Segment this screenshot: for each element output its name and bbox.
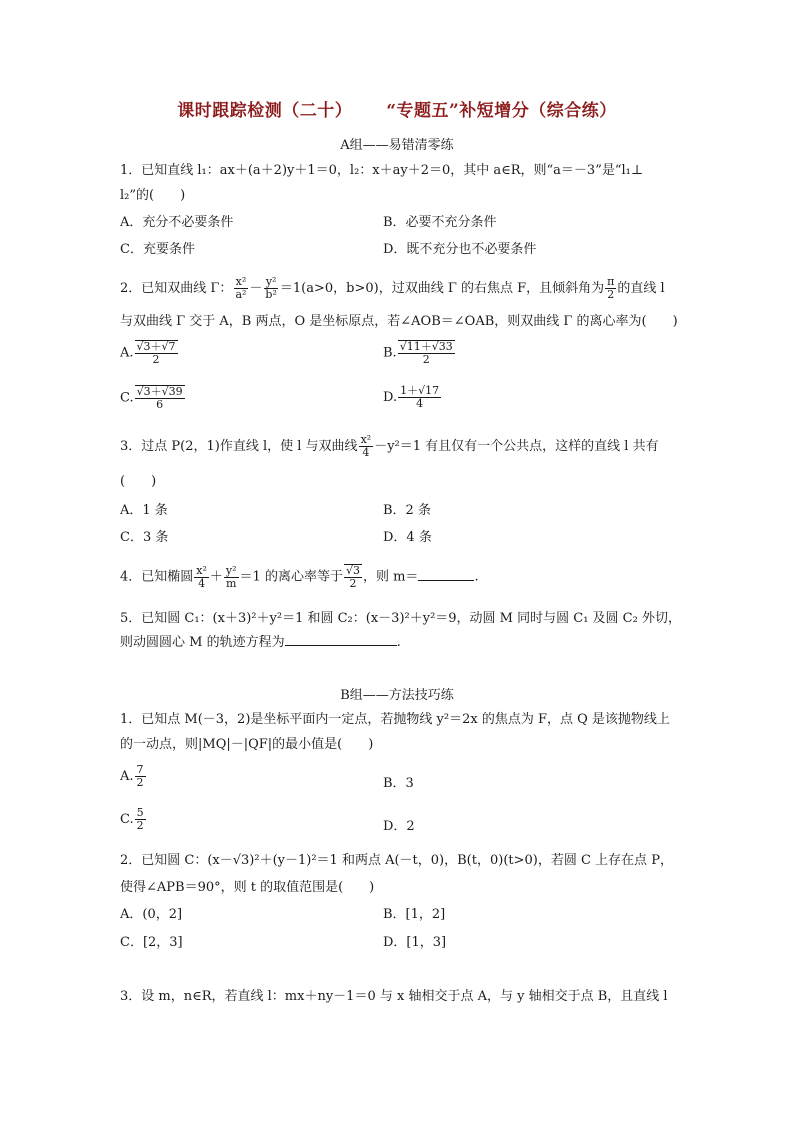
a-q3-line2: ( ) <box>120 474 157 489</box>
a-q1-option-a: A．充分不必要条件 <box>120 215 234 230</box>
a-q1-option-d: D．既不充分也不必要条件 <box>383 242 537 257</box>
a-q4-line: 4．已知椭圆 $\frac{\text{x²}}{4}$ ＋ $\frac{\text{y²}}{m}$ ＝1 的离心率等于 $\frac{√3}{2}$ ，则 m＝ . <box>120 563 479 590</box>
a-q3-option-d: D．4 条 <box>383 530 432 545</box>
fraction-x2-a2: $\frac{\text{x²}}{\text{a²}}$ <box>235 275 247 301</box>
section-b-heading: B组——方法技巧练 <box>340 688 454 703</box>
b-q2-option-d: D．[1，3] <box>383 935 447 950</box>
a-q2-option-c: C. $\frac{√3+√39}{6}$ <box>120 385 183 411</box>
a-q1-line1: 1．已知直线 l₁：ax＋(a＋2)y＋1＝0，l₂：x＋ay＋2＝0，其中 a∈R，则“a＝－3”是“l₁⊥ <box>120 163 644 178</box>
answer-blank[interactable] <box>418 568 474 581</box>
b-q1-line2: 的一动点，则|MQ|－|QF|的最小值是( ) <box>120 737 374 752</box>
b-q1-option-b: B．3 <box>383 776 414 791</box>
fraction-pi-2: $\frac{\pi}{2}$ <box>607 275 615 301</box>
b-q2-option-a: A．(0，2] <box>120 907 183 922</box>
a-q2-option-a: A. $\frac{√3+√7}{2}$ <box>120 340 176 366</box>
answer-blank[interactable] <box>285 633 397 646</box>
a-q3-option-b: B．2 条 <box>383 503 431 518</box>
b-q1-option-c: C. $\frac{5}{2}$ <box>120 806 144 832</box>
a-q2-line2: 与双曲线 Γ 交于 A，B 两点，O 是坐标原点，若∠AOB＝∠OAB，则双曲线 Γ 的离心率为( ) <box>120 314 678 329</box>
a-q5-line2: 则动圆圆心 M 的轨迹方程为 . <box>120 635 401 650</box>
b-q1-option-d: D．2 <box>383 819 415 834</box>
a-q3-option-a: A．1 条 <box>120 503 168 518</box>
b-q1-line1: 1．已知点 M(－3，2)是坐标平面内一定点，若抛物线 y²＝2x 的焦点为 F，点 Q 是该抛物线上 <box>120 712 670 727</box>
a-q3-option-c: C．3 条 <box>120 530 169 545</box>
a-q5-line1: 5．已知圆 C₁：(x＋3)²＋y²＝1 和圆 C₂：(x－3)²＋y²＝9，动圆 M 同时与圆 C₁ 及圆 C₂ 外切， <box>120 611 681 626</box>
b-q1-option-a: A. $\frac{7}{2}$ <box>120 763 144 789</box>
title-left: 课时跟踪检测（二十） <box>177 101 353 121</box>
a-q1-option-b: B．必要不充分条件 <box>383 215 497 230</box>
title-right: “专题五”补短增分（综合练） <box>386 101 617 121</box>
a-q3-line1: 3．过点 P(2，1)作直线 l，使 l 与双曲线 $\frac{\text{x²}}{4}$ －y²＝1 有且仅有一个公共点，这样的直线 l 共有 <box>120 433 659 459</box>
fraction-y2-b2: $\frac{\text{y²}}{\text{b²}}$ <box>265 275 277 301</box>
b-q2-option-b: B．[1，2] <box>383 907 446 922</box>
a-q2-option-b: B. $\frac{√11+√33}{2}$ <box>383 340 453 366</box>
a-q1-option-c: C．充要条件 <box>120 242 195 257</box>
page-title <box>0 96 794 121</box>
b-q2-line2: 使得∠APB＝90°，则 t 的取值范围是( ) <box>120 880 375 895</box>
a-q2-option-d: D. $\frac{1+√17}{4}$ <box>383 384 440 410</box>
b-q2-option-c: C．[2，3] <box>120 935 183 950</box>
b-q2-line1: 2．已知圆 C：(x－√3)²＋(y－1)²＝1 和两点 A(－t，0)，B(t，0)(t>0)，若圆 C 上存在点 P， <box>120 853 673 868</box>
section-a-heading: A组——易错清零练 <box>340 138 454 153</box>
a-q1-line2: l₂”的( ) <box>120 188 186 203</box>
a-q2-line1: 2．已知双曲线 Γ： $\frac{\text{x²}}{\text{a²}}$ － $\frac{\text{y²}}{\text{b²}}$ ＝1(a>0，b>0)，过双曲线 Γ 的右焦点 F，且倾斜角为 $\frac{\pi}{2}$ 的直线 l <box>120 275 665 301</box>
b-q3-line1: 3．设 m，n∈R，若直线 l：mx＋ny－1＝0 与 x 轴相交于点 A，与 y 轴相交于点 B，且直线 l <box>120 989 668 1004</box>
fraction-x2-4: $\frac{\text{x²}}{4}$ <box>360 433 372 459</box>
